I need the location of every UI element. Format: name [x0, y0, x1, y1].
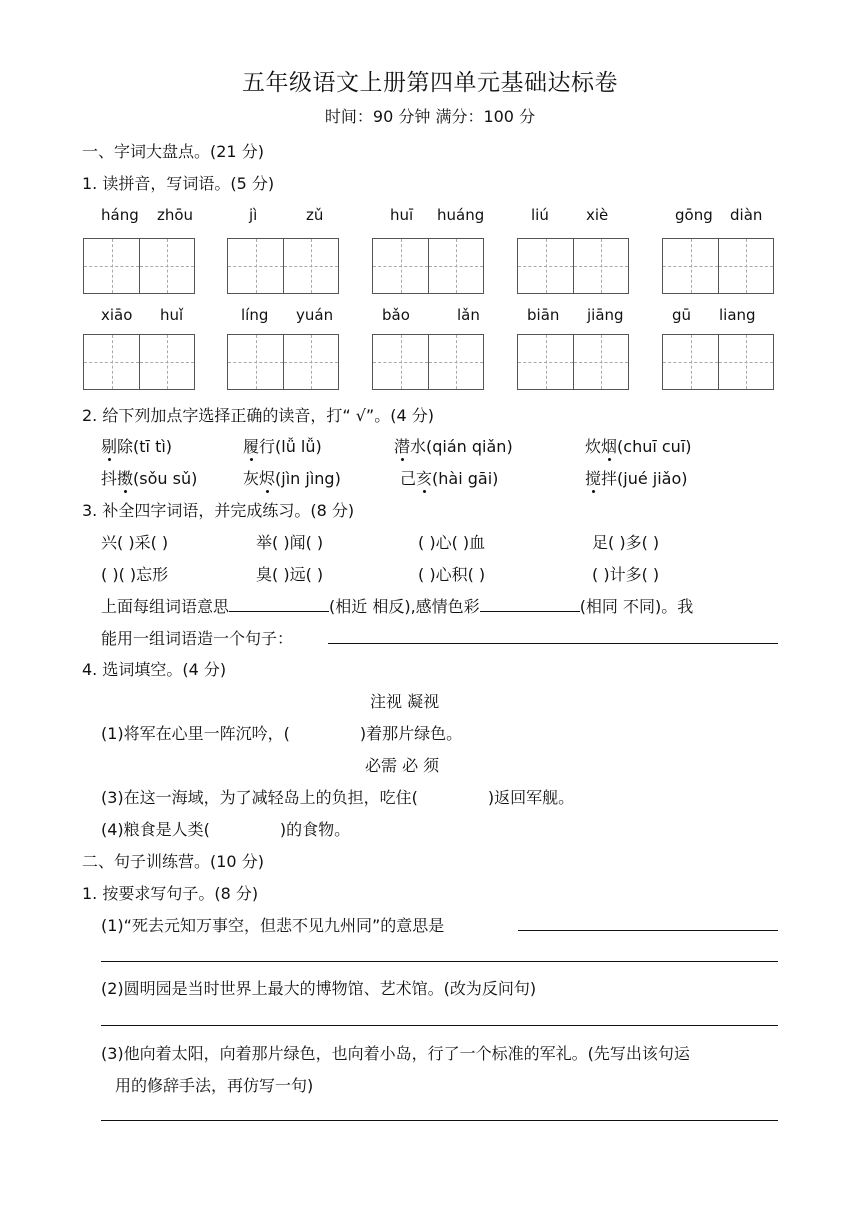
- pinyin: zǔ: [306, 206, 324, 224]
- pinyin: diàn: [730, 206, 763, 224]
- text: )返回军舰。: [487, 788, 575, 807]
- answer-blank[interactable]: [229, 597, 329, 612]
- dotted-char: 烟: [601, 434, 617, 457]
- pinyin: gū: [672, 306, 692, 324]
- reading-option[interactable]: [400, 466, 498, 489]
- section1-heading: 一、字词大盘点。(21 分): [82, 142, 264, 161]
- pinyin: biān: [527, 306, 560, 324]
- idiom-blank[interactable]: 举( )闻( ): [256, 533, 324, 552]
- pinyin: gōng: [675, 206, 713, 224]
- q3-summary-line: [101, 594, 693, 617]
- text: (4)粮食是人类(: [101, 820, 210, 839]
- char: (sǒu sǔ): [133, 469, 198, 488]
- idiom-blank[interactable]: 足( )多( ): [592, 533, 660, 552]
- dotted-char: 烬: [259, 466, 275, 489]
- q4-sentence-1: [101, 721, 462, 744]
- pinyin: huī: [390, 206, 414, 224]
- pinyin: líng: [241, 306, 269, 324]
- writing-grid[interactable]: [662, 238, 774, 294]
- answer-line[interactable]: [101, 1025, 778, 1026]
- dotted-char: 剔: [101, 434, 117, 457]
- char: 行(lǚ lǚ): [259, 437, 322, 456]
- pinyin: yuán: [296, 306, 334, 324]
- answer-line[interactable]: [328, 643, 778, 644]
- answer-blank[interactable]: [480, 597, 580, 612]
- writing-grid[interactable]: [517, 334, 629, 390]
- char: (jìn jìng): [275, 469, 341, 488]
- answer-line[interactable]: [518, 930, 778, 931]
- text: (3)在这一海域，为了减轻岛上的负担，吃住(: [101, 788, 418, 807]
- pinyin: huáng: [437, 206, 485, 224]
- pinyin: xiè: [586, 206, 609, 224]
- pinyin: zhōu: [157, 206, 194, 224]
- writing-grid[interactable]: [83, 238, 195, 294]
- pinyin: bǎo: [382, 306, 410, 324]
- s2-q1-label: 1. 按要求写句子。(8 分): [82, 884, 259, 903]
- page-title: 五年级语文上册第四单元基础达标卷: [242, 70, 618, 96]
- q2-label: 2. 给下列加点字选择正确的读音，打“ √”。(4 分): [82, 406, 434, 425]
- writing-grid[interactable]: [227, 238, 339, 294]
- pinyin: háng: [101, 206, 139, 224]
- idiom-blank[interactable]: ( )心积( ): [418, 565, 486, 584]
- q4-label: 4. 选词填空。(4 分): [82, 660, 227, 679]
- char: (chuī cuī): [617, 437, 692, 456]
- answer-line[interactable]: [101, 1120, 778, 1121]
- pinyin: xiāo: [101, 306, 133, 324]
- q1-label: 1. 读拼音，写词语。(5 分): [82, 174, 275, 193]
- writing-grid[interactable]: [517, 238, 629, 294]
- reading-option[interactable]: [585, 434, 692, 457]
- dotted-char: 擞: [117, 466, 133, 489]
- idiom-blank[interactable]: ( )心( )血: [418, 533, 486, 552]
- q3-sentence-prompt: 能用一组词语造一个句子：: [101, 629, 294, 648]
- answer-line[interactable]: [101, 961, 778, 962]
- char: 拌(jué jiǎo): [601, 469, 688, 488]
- idiom-blank[interactable]: 兴( )采( ): [101, 533, 169, 552]
- text: (1)将军在心里一阵沉吟，(: [101, 724, 290, 743]
- char: (hài gāi): [432, 469, 499, 488]
- text: 上面每组词语意思: [101, 597, 230, 616]
- char: 炊: [585, 437, 602, 456]
- char: 抖: [101, 469, 118, 488]
- pinyin: liú: [531, 206, 549, 224]
- char: 灰: [243, 469, 260, 488]
- text: (相近 相反),感情色彩: [329, 597, 480, 616]
- q4-sentence-3: [101, 785, 574, 808]
- s2-sentence-3-line1: (3)他向着太阳，向着那片绿色，也向着小岛，行了一个标准的军礼。(先写出该句运: [101, 1044, 690, 1063]
- char: 己: [400, 469, 417, 488]
- s2-sentence-2: (2)圆明园是当时世界上最大的博物馆、艺术馆。(改为反问句): [101, 979, 537, 998]
- text: )的食物。: [279, 820, 351, 839]
- idiom-blank[interactable]: ( )( )忘形: [101, 565, 169, 584]
- writing-grid[interactable]: [372, 334, 484, 390]
- pinyin: jì: [249, 206, 258, 224]
- writing-grid[interactable]: [83, 334, 195, 390]
- dotted-char: 履: [243, 434, 259, 457]
- section2-heading: 二、句子训练营。(10 分): [82, 852, 264, 871]
- reading-option[interactable]: [101, 434, 172, 457]
- reading-option[interactable]: [585, 466, 688, 489]
- writing-grid[interactable]: [662, 334, 774, 390]
- dotted-char: 亥: [416, 466, 432, 489]
- q3-label: 3. 补全四字词语，并完成练习。(8 分): [82, 501, 355, 520]
- text: (相同 不同)。我: [579, 597, 694, 616]
- word-choices: 必需 必 须: [365, 756, 440, 775]
- idiom-blank[interactable]: 臭( )远( ): [256, 565, 324, 584]
- writing-grid[interactable]: [227, 334, 339, 390]
- pinyin: lǎn: [457, 306, 480, 324]
- dotted-char: 搅: [585, 466, 601, 489]
- s2-sentence-3-line2: 用的修辞手法，再仿写一句): [115, 1076, 314, 1095]
- char: 除(tī tì): [117, 437, 173, 456]
- idiom-blank[interactable]: ( )计多( ): [592, 565, 660, 584]
- writing-grid[interactable]: [372, 238, 484, 294]
- s2-sentence-1: (1)“死去元知万事空，但悲不见九州同”的意思是: [101, 916, 445, 935]
- reading-option[interactable]: [101, 466, 197, 489]
- pinyin: jiāng: [587, 306, 624, 324]
- reading-option[interactable]: [243, 434, 322, 457]
- q4-sentence-4: [101, 817, 350, 840]
- reading-option[interactable]: [394, 434, 513, 457]
- word-choices: 注视 凝视: [370, 692, 440, 711]
- char: 水(qián qiǎn): [410, 437, 513, 456]
- pinyin: liang: [719, 306, 756, 324]
- pinyin: huǐ: [160, 306, 184, 324]
- text: )着那片绿色。: [359, 724, 463, 743]
- reading-option[interactable]: [243, 466, 341, 489]
- dotted-char: 潜: [394, 434, 410, 457]
- exam-info: 时间：90 分钟 满分：100 分: [324, 107, 536, 126]
